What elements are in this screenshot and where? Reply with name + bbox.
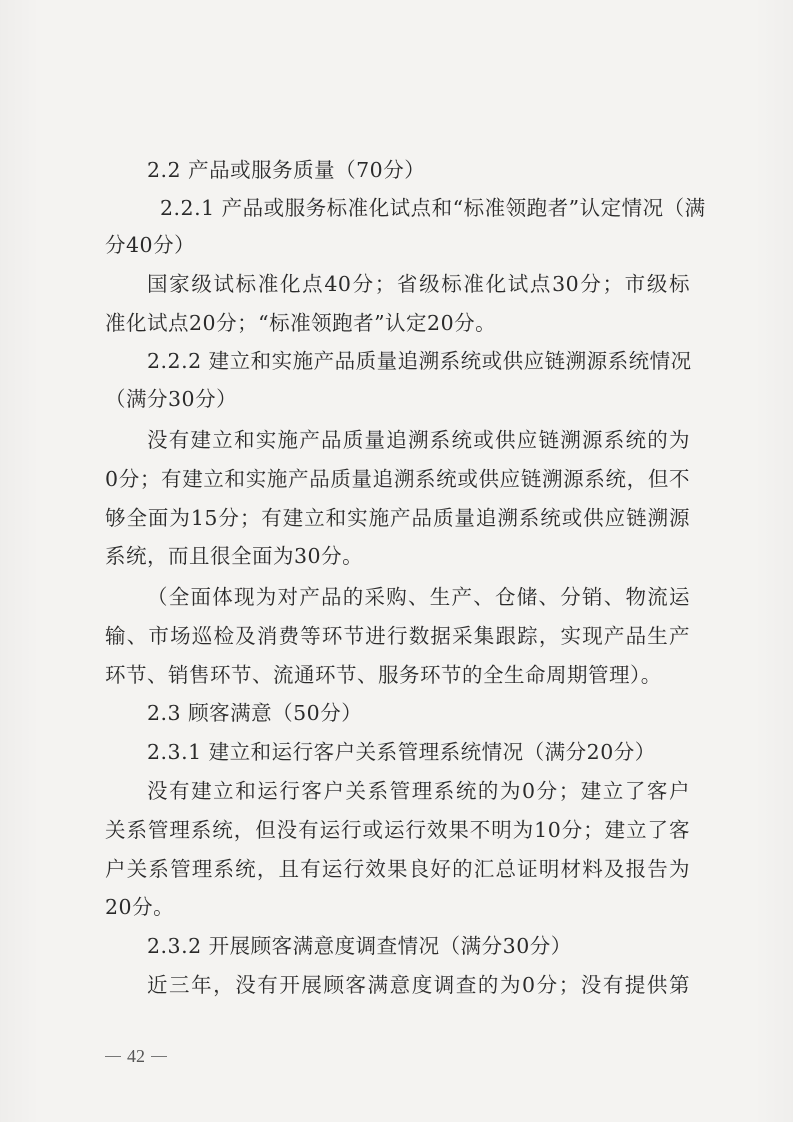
paragraph-2-2-2-line-1: 没有建立和实施产品质量追溯系统或供应链溯源系统的为 — [147, 428, 690, 452]
heading-2-2-2-line-1: 2.2.2 建立和实施产品质量追溯系统或供应链溯源系统情况 — [147, 349, 692, 373]
heading-2-3: 2.3 顾客满意（50分） — [147, 701, 363, 725]
paragraph-2-2-1-line-1: 国家级试标准化点40分；省级标准化试点30分；市级标 — [147, 272, 690, 296]
paragraph-2-2-2-line-3: 够全面为15分；有建立和实施产品质量追溯系统或供应链溯源 — [105, 506, 690, 530]
heading-2-2: 2.2 产品或服务质量（70分） — [147, 158, 426, 182]
paragraph-2-3-2-line-1: 近三年，没有开展顾客满意度调查的为0分；没有提供第 — [147, 973, 690, 997]
page-footer — [105, 1046, 167, 1067]
paragraph-2-2-2-line-2: 0分；有建立和实施产品质量追溯系统或供应链溯源系统，但不 — [105, 467, 690, 491]
paragraph-2-3-1-line-3: 户关系管理系统，且有运行效果良好的汇总证明材料及报告为 — [105, 857, 690, 881]
heading-2-3-2: 2.3.2 开展顾客满意度调查情况（满分30分） — [147, 934, 572, 958]
paragraph-scope-line-2: 输、市场巡检及消费等环节进行数据采集跟踪，实现产品生产 — [105, 624, 690, 648]
heading-2-2-2-line-2: （满分30分） — [105, 387, 238, 411]
paragraph-2-3-1-line-4: 20分。 — [105, 895, 175, 919]
paragraph-scope-line-1: （全面体现为对产品的采购、生产、仓储、分销、物流运 — [147, 585, 690, 609]
heading-2-2-1-line-1: 2.2.1 产品或服务标准化试点和“标准领跑者”认定情况（满 — [160, 196, 706, 220]
heading-2-2-1-line-2: 分40分） — [105, 233, 196, 257]
paragraph-scope-line-3: 环节、销售环节、流通环节、服务环节的全生命周期管理）。 — [105, 663, 662, 687]
paragraph-2-2-2-line-4: 系统，而且很全面为30分。 — [105, 544, 364, 568]
heading-2-3-1: 2.3.1 建立和运行客户关系管理系统情况（满分20分） — [147, 740, 656, 764]
paragraph-2-2-1-line-2: 准化试点20分；“标准领跑者”认定20分。 — [105, 311, 497, 335]
page-number: 42 — [127, 1046, 145, 1066]
footer-left-rule — [105, 1056, 121, 1057]
paragraph-2-3-1-line-2: 关系管理系统，但没有运行或运行效果不明为10分；建立了客 — [105, 818, 690, 842]
paragraph-2-3-1-line-1: 没有建立和运行客户关系管理系统的为0分；建立了客户 — [147, 779, 690, 803]
footer-right-rule — [151, 1056, 167, 1057]
